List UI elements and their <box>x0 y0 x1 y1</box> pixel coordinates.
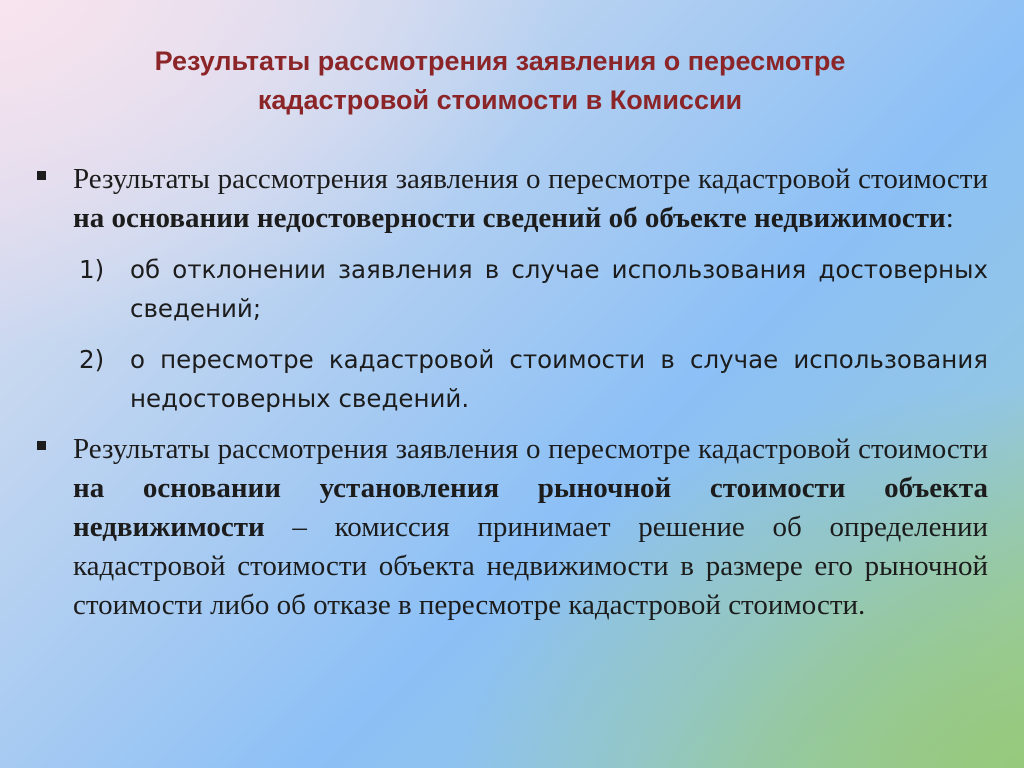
numbered-item-1-number: 1) <box>79 255 105 284</box>
numbered-item-2 <box>35 340 988 418</box>
numbered-item-1-text: об отклонении заявления в случае использования достоверных сведений; <box>130 255 988 323</box>
slide-title <box>70 42 930 120</box>
bullet-item-2 <box>35 430 988 625</box>
numbered-list <box>35 250 988 418</box>
title-line-1: Результаты рассмотрения заявления о пересмотре <box>154 46 846 76</box>
numbered-item-2-text: о пересмотре кадастровой стоимости в случае использования недостоверных сведений. <box>130 345 988 413</box>
numbered-item-1 <box>35 250 988 328</box>
slide-content <box>35 160 988 625</box>
bullet-2-text-end: – комиссия принимает решение об определении кадастровой стоимости объекта недвижимости в размере его рыночной стоимости либо об отказе в пересмотре кадастровой стоимости. <box>73 511 988 621</box>
bullet-item-1 <box>35 160 988 238</box>
numbered-item-2-number: 2) <box>79 345 105 374</box>
bullet-1-bold-text: на основании недостоверности сведений об объекте недвижимости <box>73 202 946 234</box>
bullet-2-bold-text: на основании установления рыночной стоимости объекта недвижимости <box>73 472 988 543</box>
bullet-2-text: Результаты рассмотрения заявления о пересмотре кадастровой стоимости <box>73 433 988 465</box>
square-bullet-icon <box>37 171 46 180</box>
square-bullet-icon <box>37 441 46 450</box>
title-line-2: кадастровой стоимости в Комиссии <box>257 85 743 115</box>
bullet-1-text: Результаты рассмотрения заявления о пересмотре кадастровой стоимости <box>73 163 988 195</box>
bullet-1-text-end: : <box>945 202 954 234</box>
